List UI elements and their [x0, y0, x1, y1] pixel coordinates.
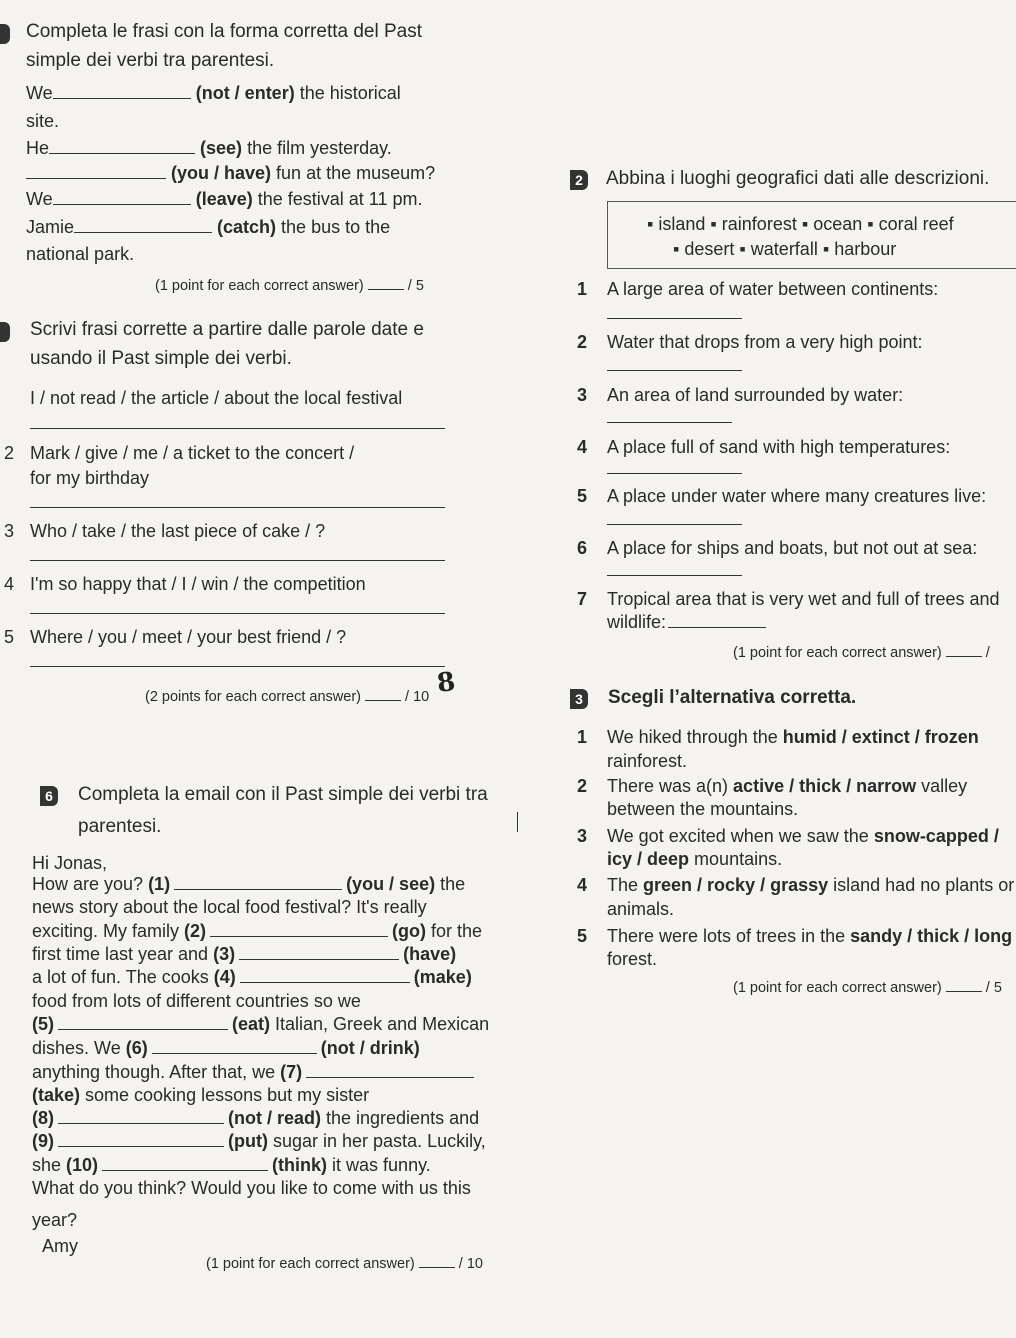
ex-left2-item-1: I / not read / the article / about the local festival: [30, 388, 403, 408]
ex1-item-4: We (leave) the festival at 11 pm.: [26, 189, 423, 209]
ex-left2-item-3: 3 Who / take / the last piece of cake / ?: [4, 521, 326, 541]
ex1-score: (1 point for each correct answer) / 5: [155, 278, 424, 294]
ex-left2-item-5: 5 Where / you / meet / your best friend / ?: [4, 627, 347, 647]
email-line-13: she (10) (think) it was funny.: [32, 1155, 431, 1175]
answer-blank[interactable]: [102, 1156, 268, 1171]
email-line-14: What do you think? Would you like to come with us this: [32, 1178, 471, 1198]
answer-line[interactable]: [607, 524, 742, 525]
answer-blank[interactable]: [239, 945, 399, 960]
score-blank[interactable]: [419, 1255, 455, 1268]
answer-blank[interactable]: [240, 968, 410, 983]
email-line-11: (8) (not / read) the ingredients and: [32, 1108, 480, 1128]
ex3-item-5: 5 There were lots of trees in the sandy / thick / long: [577, 926, 1013, 946]
answer-line[interactable]: [607, 370, 742, 371]
answer-blank[interactable]: [53, 84, 191, 99]
answer-blank[interactable]: [306, 1063, 474, 1078]
ex2-item-4: 4 A place full of sand with high temperatures:: [577, 437, 951, 457]
answer-line[interactable]: [607, 473, 742, 474]
ex-left2-item-2: 2 Mark / give / me / a ticket to the concert /: [4, 443, 355, 463]
answer-blank[interactable]: [152, 1039, 317, 1054]
ex3-instruction: Scegli l’alternativa corretta.: [608, 687, 857, 708]
score-blank[interactable]: [365, 688, 401, 701]
score-blank[interactable]: [946, 979, 982, 992]
ex2-item-6: 6 A place for ships and boats, but not out at sea:: [577, 538, 978, 558]
ex3-item-1-cont: rainforest.: [607, 751, 688, 771]
ex-left2-instruction: Scrivi frasi corrette a partire dalle parole date e usando il Past simple dei verbi.: [30, 319, 424, 369]
email-line-3: exciting. My family (2) (go) for the: [32, 921, 483, 941]
email-line-12: (9) (put) sugar in her pasta. Luckily,: [32, 1131, 486, 1151]
answer-blank[interactable]: [74, 218, 212, 233]
ex2-item-5: 5 A place under water where many creatures live:: [577, 486, 987, 506]
ex6-instruction-cont: parentesi.: [78, 816, 162, 837]
answer-line[interactable]: [30, 560, 445, 561]
exercise-badge-2: 2: [570, 170, 588, 190]
ex2-score: (1 point for each correct answer) /: [733, 645, 990, 661]
email-greeting: Hi Jonas,: [32, 853, 108, 873]
answer-blank[interactable]: [49, 139, 195, 154]
ex2-item-2: 2 Water that drops from a very high point:: [577, 332, 923, 352]
email-line-6: food from lots of different countries so we: [32, 991, 361, 1011]
exercise-badge-3: 3: [570, 689, 588, 709]
score-blank[interactable]: [368, 277, 404, 290]
ex1-item-5: Jamie (catch) the bus to the: [26, 217, 391, 237]
ex3-item-1: 1 We hiked through the humid / extinct / frozen: [577, 727, 979, 747]
ex1-item-5-cont: national park.: [26, 244, 135, 264]
ex-left2-item-2-cont: for my birthday: [30, 468, 150, 488]
email-line-9: anything though. After that, we (7): [32, 1061, 478, 1083]
email-line-15: year?: [32, 1210, 78, 1230]
exercise-badge: [0, 24, 10, 44]
ex2-item-1: 1 A large area of water between continents:: [577, 279, 939, 299]
answer-blank[interactable]: [26, 164, 166, 179]
answer-blank[interactable]: [58, 1132, 224, 1147]
ex6-instruction: Completa la email con il Past simple dei verbi tra: [78, 784, 488, 805]
ex1-instruction: Completa le frasi con la forma corretta del Past simple dei verbi tra parentesi.: [26, 21, 423, 71]
answer-blank[interactable]: [174, 875, 342, 890]
answer-line[interactable]: [607, 318, 742, 319]
ex3-item-4: 4 The green / rocky / grassy island had no plants or: [577, 875, 1015, 895]
ex1-item-2: He (see) the film yesterday.: [26, 138, 392, 158]
ex1-item-3: (you / have) fun at the museum?: [26, 162, 435, 184]
score-blank[interactable]: [946, 644, 982, 657]
ex-left2-score: (2 points for each correct answer) / 10: [145, 689, 430, 705]
ex3-item-4-cont: animals.: [607, 899, 675, 919]
answer-line[interactable]: [30, 666, 445, 667]
answer-blank[interactable]: [668, 613, 766, 628]
email-line-2: news story about the local food festival? It's really: [32, 897, 427, 917]
email-line-4: first time last year and (3) (have): [32, 944, 457, 964]
answer-line[interactable]: [607, 422, 732, 423]
ex1-item-1: We (not / enter) the historical: [26, 83, 401, 103]
ex3-item-2-cont: between the mountains.: [607, 799, 799, 819]
answer-blank[interactable]: [210, 922, 388, 937]
ex3-item-2: 2 There was a(n) active / thick / narrow valley: [577, 776, 968, 796]
exercise-badge-6: 6: [40, 786, 58, 806]
ex2-instruction: Abbina i luoghi geografici dati alle descrizioni.: [606, 168, 990, 189]
handwritten-score: 8: [435, 666, 458, 700]
ex2-item-3: 3 An area of land surrounded by water:: [577, 385, 904, 405]
ex3-item-3: 3 We got excited when we saw the snow-capped /: [577, 826, 999, 846]
ex-left2-item-4: 4 I'm so happy that / I / win / the competition: [4, 574, 366, 594]
answer-blank[interactable]: [58, 1015, 228, 1030]
word-box-line-1: ▪ island ▪ rainforest ▪ ocean ▪ coral reef: [647, 214, 954, 234]
email-line-8: dishes. We (6) (not / drink): [32, 1038, 420, 1058]
email-line-5: a lot of fun. The cooks (4) (make): [32, 967, 472, 987]
word-box-line-2: ▪ desert ▪ waterfall ▪ harbour: [673, 239, 897, 259]
email-signature: Amy: [42, 1236, 78, 1256]
divider: [517, 812, 518, 832]
answer-line[interactable]: [30, 428, 445, 429]
ex3-score: (1 point for each correct answer) / 5: [733, 980, 1002, 996]
answer-blank[interactable]: [58, 1109, 224, 1124]
ex1-item-1-cont: site.: [26, 111, 60, 131]
email-line-7: (5) (eat) Italian, Greek and Mexican: [32, 1014, 490, 1034]
answer-line[interactable]: [607, 575, 742, 576]
answer-blank[interactable]: [53, 190, 191, 205]
answer-line[interactable]: [30, 507, 445, 508]
ex3-item-3-cont: icy / deep mountains.: [607, 849, 783, 869]
ex3-item-5-cont: forest.: [607, 949, 658, 969]
email-line-10: (take) some cooking lessons but my sister: [32, 1085, 370, 1105]
ex6-score: (1 point for each correct answer) / 10: [206, 1256, 483, 1272]
answer-line[interactable]: [30, 613, 445, 614]
email-line-1: How are you? (1) (you / see) the: [32, 874, 466, 894]
ex2-item-7: 7 Tropical area that is very wet and full of trees and: [577, 589, 1000, 609]
ex2-item-7-cont: wildlife:: [607, 611, 766, 633]
exercise-badge: [0, 322, 10, 342]
